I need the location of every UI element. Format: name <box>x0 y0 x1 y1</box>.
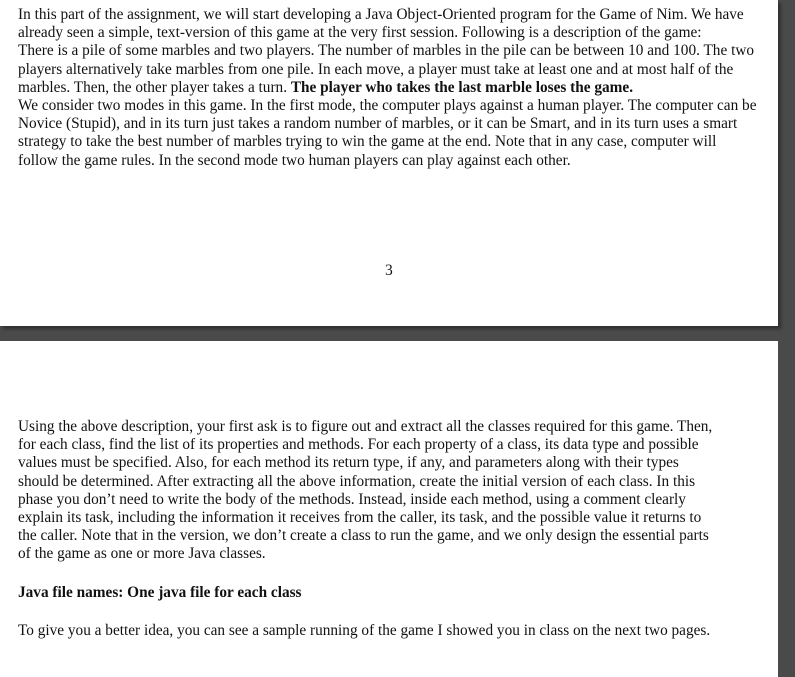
document-page-3 <box>0 0 778 326</box>
game-modes-text: We consider two modes in this game. In the first mode, the computer plays against a human player. The computer can be Novice (Stupid), and in its turn just takes a random number of marbles, or it can be Smart, and in its turn uses a smart strategy to take the best number of marbles trying to win the game at the end. Note that in any case, computer will follow the game rules. In the second mode two human players can play against each other. <box>18 97 757 169</box>
intro-text: In this part of the assignment, we will start developing a Java Object-Oriented program for the Game of Nim. We have already seen a simple, text-version of this game at the very first session. Following is a description of the game: <box>18 6 744 42</box>
game-intro-paragraph <box>18 0 758 170</box>
java-files-heading: Java file names: One java file for each class <box>18 584 302 601</box>
rules-text: There is a pile of some marbles and two players. The number of marbles in the pile can be between 10 and 100. The two players alternatively take marbles from one pile. In each move, a player must take at least one and at most half of the marbles. Then, the other player takes a turn. <box>18 42 755 96</box>
document-page-4 <box>0 341 778 677</box>
task-description-paragraph: Using the above description, your first ask is to figure out and extract all the classes required for this game. Then, for each class, find the list of its properties and methods. For each property of a class, its data type and possible values must be specified. Also, for each method its return type, if any, and parameters along with their types should be determined. After extracting all the above information, create the initial version of each class. In this phase you don’t need to write the body of the methods. Instead, inside each method, using a comment clearly explain its task, including the information it receives from the caller, its task, and the possible value it returns to the caller. Note that in the version, we don’t create a class to run the game, and we only design the essential parts of the game as one or more Java classes. <box>18 418 713 563</box>
losing-rule-bold-text: The player who takes the last marble loses the game. <box>290 78 634 96</box>
sample-run-paragraph: To give you a better idea, you can see a sample running of the game I showed you in class on the next two pages. <box>18 622 711 639</box>
page-number: 3 <box>385 262 393 279</box>
